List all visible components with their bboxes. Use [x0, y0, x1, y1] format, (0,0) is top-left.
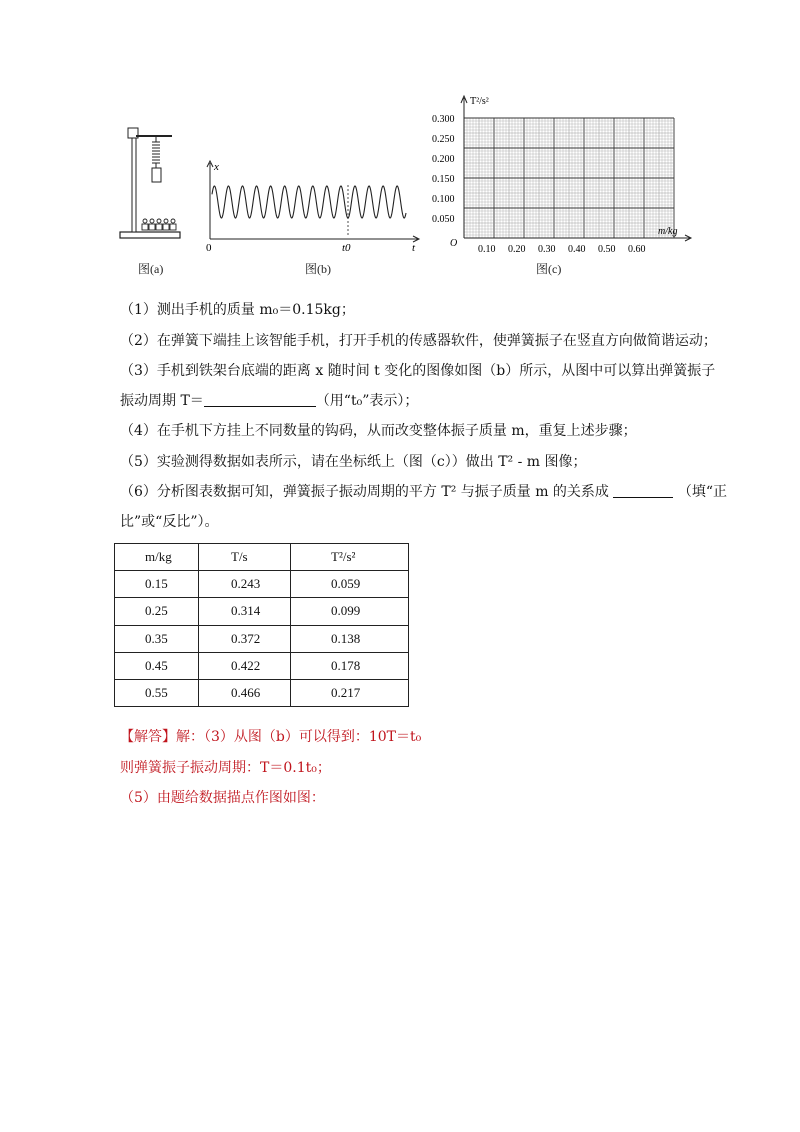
- step-3-line2: [120, 391, 418, 411]
- table-header: T²/s²: [291, 544, 409, 571]
- figure-b-origin: 0: [206, 242, 212, 254]
- step-1: （1）测出手机的质量 m₀＝0.15kg；: [120, 302, 355, 318]
- y-tick-label: 0.300: [432, 114, 455, 125]
- step-3-prefix: 振动周期 T＝: [120, 393, 204, 409]
- table-header: m/kg: [115, 544, 199, 571]
- figure-a-caption: 图(a): [138, 262, 164, 276]
- y-tick-label: 0.200: [432, 154, 455, 165]
- step-4: （4）在手机下方挂上不同数量的钩码，从而改变整体振子质量 m，重复上述步骤；: [120, 423, 637, 439]
- table-cell: 0.178: [291, 652, 409, 679]
- table-row: [115, 679, 409, 706]
- answer-line-2: 则弹簧振子振动周期：T＝0.1t₀；: [120, 760, 331, 776]
- figure-c-x-label: m/kg: [658, 226, 678, 237]
- table-cell: 0.466: [199, 679, 291, 706]
- x-tick-label: 0.10: [478, 244, 496, 255]
- figure-b-caption: 图(b): [305, 262, 331, 276]
- x-tick-label: 0.30: [538, 244, 556, 255]
- figure-c-origin: O: [450, 238, 458, 249]
- table-cell: 0.314: [199, 598, 291, 625]
- table-row: [115, 625, 409, 652]
- answer-blank-period[interactable]: [204, 392, 316, 407]
- y-tick-label: 0.100: [432, 194, 455, 205]
- figure-b-oscillation-graph: [200, 155, 425, 255]
- figure-a-apparatus: [112, 122, 182, 244]
- table-cell: 0.55: [115, 679, 199, 706]
- table-row: [115, 571, 409, 598]
- table-header: T/s: [199, 544, 291, 571]
- step-3-line1: （3）手机到铁架台底端的距离 x 随时间 t 变化的图像如图（b）所示，从图中可以算出弹簧振子: [120, 363, 716, 379]
- table-cell: 0.138: [291, 625, 409, 652]
- table-cell: 0.059: [291, 571, 409, 598]
- table-header-row: [115, 544, 409, 571]
- step-6-line1: [120, 482, 727, 502]
- y-tick-label: 0.250: [432, 134, 455, 145]
- table-row: [115, 598, 409, 625]
- step-6-line2: 比”或“反比”）。: [120, 514, 219, 530]
- table-cell: 0.243: [199, 571, 291, 598]
- figure-c-y-label: T²/s²: [470, 96, 489, 107]
- table-cell: 0.099: [291, 598, 409, 625]
- figure-c-caption: 图(c): [536, 262, 562, 276]
- table-row: [115, 652, 409, 679]
- answer-line-3: （5）由题给数据描点作图如图：: [120, 790, 325, 806]
- table-cell: 0.372: [199, 625, 291, 652]
- x-tick-label: 0.20: [508, 244, 526, 255]
- figure-b-x-label: t: [412, 242, 416, 254]
- figure-b-y-label: x: [214, 161, 219, 173]
- y-tick-label: 0.150: [432, 174, 455, 185]
- answer-line-1: 【解答】解：（3）从图（b）可以得到：10T＝t₀: [120, 729, 422, 745]
- step-3-suffix: （用“t₀”表示）；: [315, 393, 419, 409]
- step-2: （2）在弹簧下端挂上该智能手机，打开手机的传感器软件，使弹簧振子在竖直方向做简谐运动；: [120, 333, 717, 349]
- figure-c-grid-paper: [420, 90, 695, 260]
- table-cell: 0.35: [115, 625, 199, 652]
- table-cell: 0.217: [291, 679, 409, 706]
- x-tick-label: 0.40: [568, 244, 586, 255]
- step-5: （5）实验测得数据如表所示，请在坐标纸上（图（c））做出 T² - m 图像；: [120, 454, 587, 470]
- table-cell: 0.422: [199, 652, 291, 679]
- answer-blank-relation[interactable]: [613, 483, 673, 498]
- table-cell: 0.15: [115, 571, 199, 598]
- table-cell: 0.25: [115, 598, 199, 625]
- table-cell: 0.45: [115, 652, 199, 679]
- step-6-prefix: （6）分析图表数据可知，弹簧振子振动周期的平方 T² 与振子质量 m 的关系成: [120, 484, 609, 500]
- figure-b-t0-label: t0: [342, 242, 351, 254]
- data-table: [114, 543, 409, 707]
- step-6-suffix: （填“正: [677, 484, 728, 500]
- x-tick-label: 0.60: [628, 244, 646, 255]
- y-tick-label: 0.050: [432, 214, 455, 225]
- x-tick-label: 0.50: [598, 244, 616, 255]
